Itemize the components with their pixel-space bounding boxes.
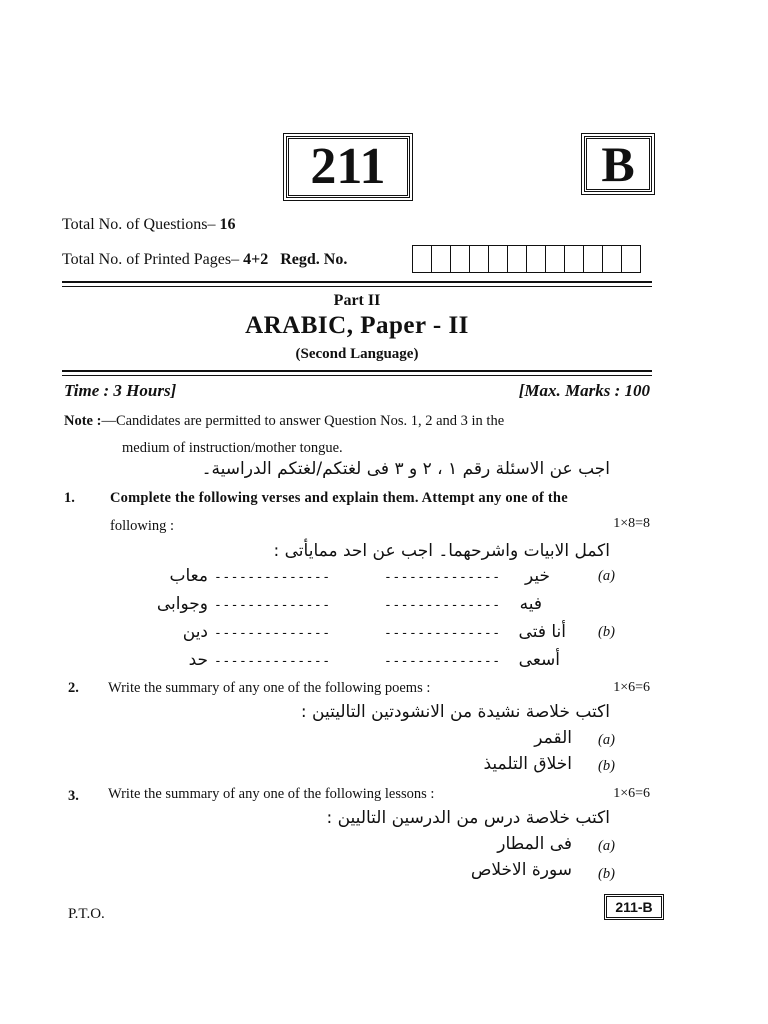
- q1-a1-left-word: معاب: [169, 566, 208, 586]
- q2-label-a: (a): [598, 732, 615, 748]
- q1-arabic-instruction: اكمل الابيات واشرحهما۔ اجب عن احد ممايأتى :: [273, 541, 610, 561]
- q1-text-1: Complete the following verses and explain them. Attempt any one of the: [110, 490, 568, 506]
- part-label: Part II: [333, 292, 381, 309]
- note-text-2: medium of instruction/mother tongue.: [122, 440, 343, 456]
- q3-item-b: سورة الاخلاص: [470, 860, 572, 880]
- q2-marks: 1×6=6: [613, 680, 650, 695]
- q1-a1-right-word: خير: [524, 566, 550, 586]
- q2-label-b: (b): [598, 758, 615, 774]
- q2-text: Write the summary of any one of the following poems :: [108, 680, 431, 696]
- header-rule: [62, 281, 652, 287]
- q3-label-b: (b): [598, 866, 615, 882]
- time-allowed: Time : 3 Hours]: [64, 381, 177, 400]
- q1-b1-right-blank: --------------: [384, 626, 501, 641]
- total-questions-label: Total No. of Questions–: [62, 216, 216, 233]
- note-label: Note :: [64, 413, 102, 429]
- paper-title: ARABIC, Paper - II: [245, 312, 469, 339]
- q1-a2-left-word: وجوابى: [156, 594, 208, 614]
- title-rule: [62, 370, 652, 376]
- max-marks: [Max. Marks : 100: [518, 381, 650, 400]
- q3-item-a: فى المطار: [497, 834, 572, 854]
- q2-item-a: القمر: [534, 728, 572, 748]
- q1-label-a: (a): [598, 568, 615, 584]
- q3-number: 3.: [68, 788, 79, 804]
- pto-label: P.T.O.: [68, 906, 105, 922]
- q1-text-2: following :: [110, 518, 175, 534]
- q1-label-b: (b): [598, 624, 615, 640]
- note: [64, 408, 652, 462]
- q1-b1-left-word: دين: [182, 622, 208, 642]
- paper-subtitle: (Second Language): [295, 346, 419, 362]
- q1-b1-right-word: أنا فتى: [518, 622, 566, 642]
- total-pages-value: 4+2: [243, 251, 269, 268]
- regd-number-boxes[interactable]: [412, 245, 641, 273]
- q1-b2-right-blank: --------------: [384, 654, 501, 669]
- q3-marks: 1×6=6: [613, 786, 650, 801]
- total-pages-label: Total No. of Printed Pages–: [62, 251, 240, 268]
- footer-code-box: 211-B: [606, 896, 662, 918]
- q3-label-a: (a): [598, 838, 615, 854]
- q1-number: 1.: [64, 490, 75, 506]
- paper-code-box: 211: [286, 136, 410, 198]
- q1-b1-left-blank: --------------: [214, 626, 331, 641]
- q1-a1-right-blank: --------------: [384, 570, 501, 585]
- total-pages: [62, 251, 347, 269]
- q1-a2-right-word: فيه: [519, 594, 542, 614]
- q1-b2-right-word: أسعى: [518, 650, 560, 670]
- q1-a2-left-blank: --------------: [214, 598, 331, 613]
- q2-item-b: اخلاق التلميذ: [483, 754, 572, 774]
- note-text-1: —Candidates are permitted to answer Question Nos. 1, 2 and 3 in the: [101, 413, 505, 429]
- regd-label: Regd. No.: [280, 251, 348, 268]
- q3-text: Write the summary of any one of the following lessons :: [108, 786, 435, 802]
- q2-arabic-instruction: اكتب خلاصة نشيدة من الانشودتين التاليتين :: [300, 702, 610, 722]
- q2-number: 2.: [68, 680, 79, 696]
- note-arabic: اجب عن الاسئلة رقم ١ ، ٢ و ٣ فى لغتكم/لغتكم الدراسية۔: [201, 459, 610, 479]
- q3-arabic-instruction: اكتب خلاصة درس من الدرسين التاليين :: [326, 808, 610, 828]
- set-code-box: B: [584, 136, 652, 192]
- q1-a2-right-blank: --------------: [384, 598, 501, 613]
- q1-b2-left-blank: --------------: [214, 654, 331, 669]
- q1-marks: 1×8=8: [613, 516, 650, 531]
- q1-b2-left-word: حد: [188, 650, 208, 670]
- total-questions: [62, 216, 236, 234]
- total-questions-value: 16: [219, 216, 236, 233]
- q1-a1-left-blank: --------------: [214, 570, 331, 585]
